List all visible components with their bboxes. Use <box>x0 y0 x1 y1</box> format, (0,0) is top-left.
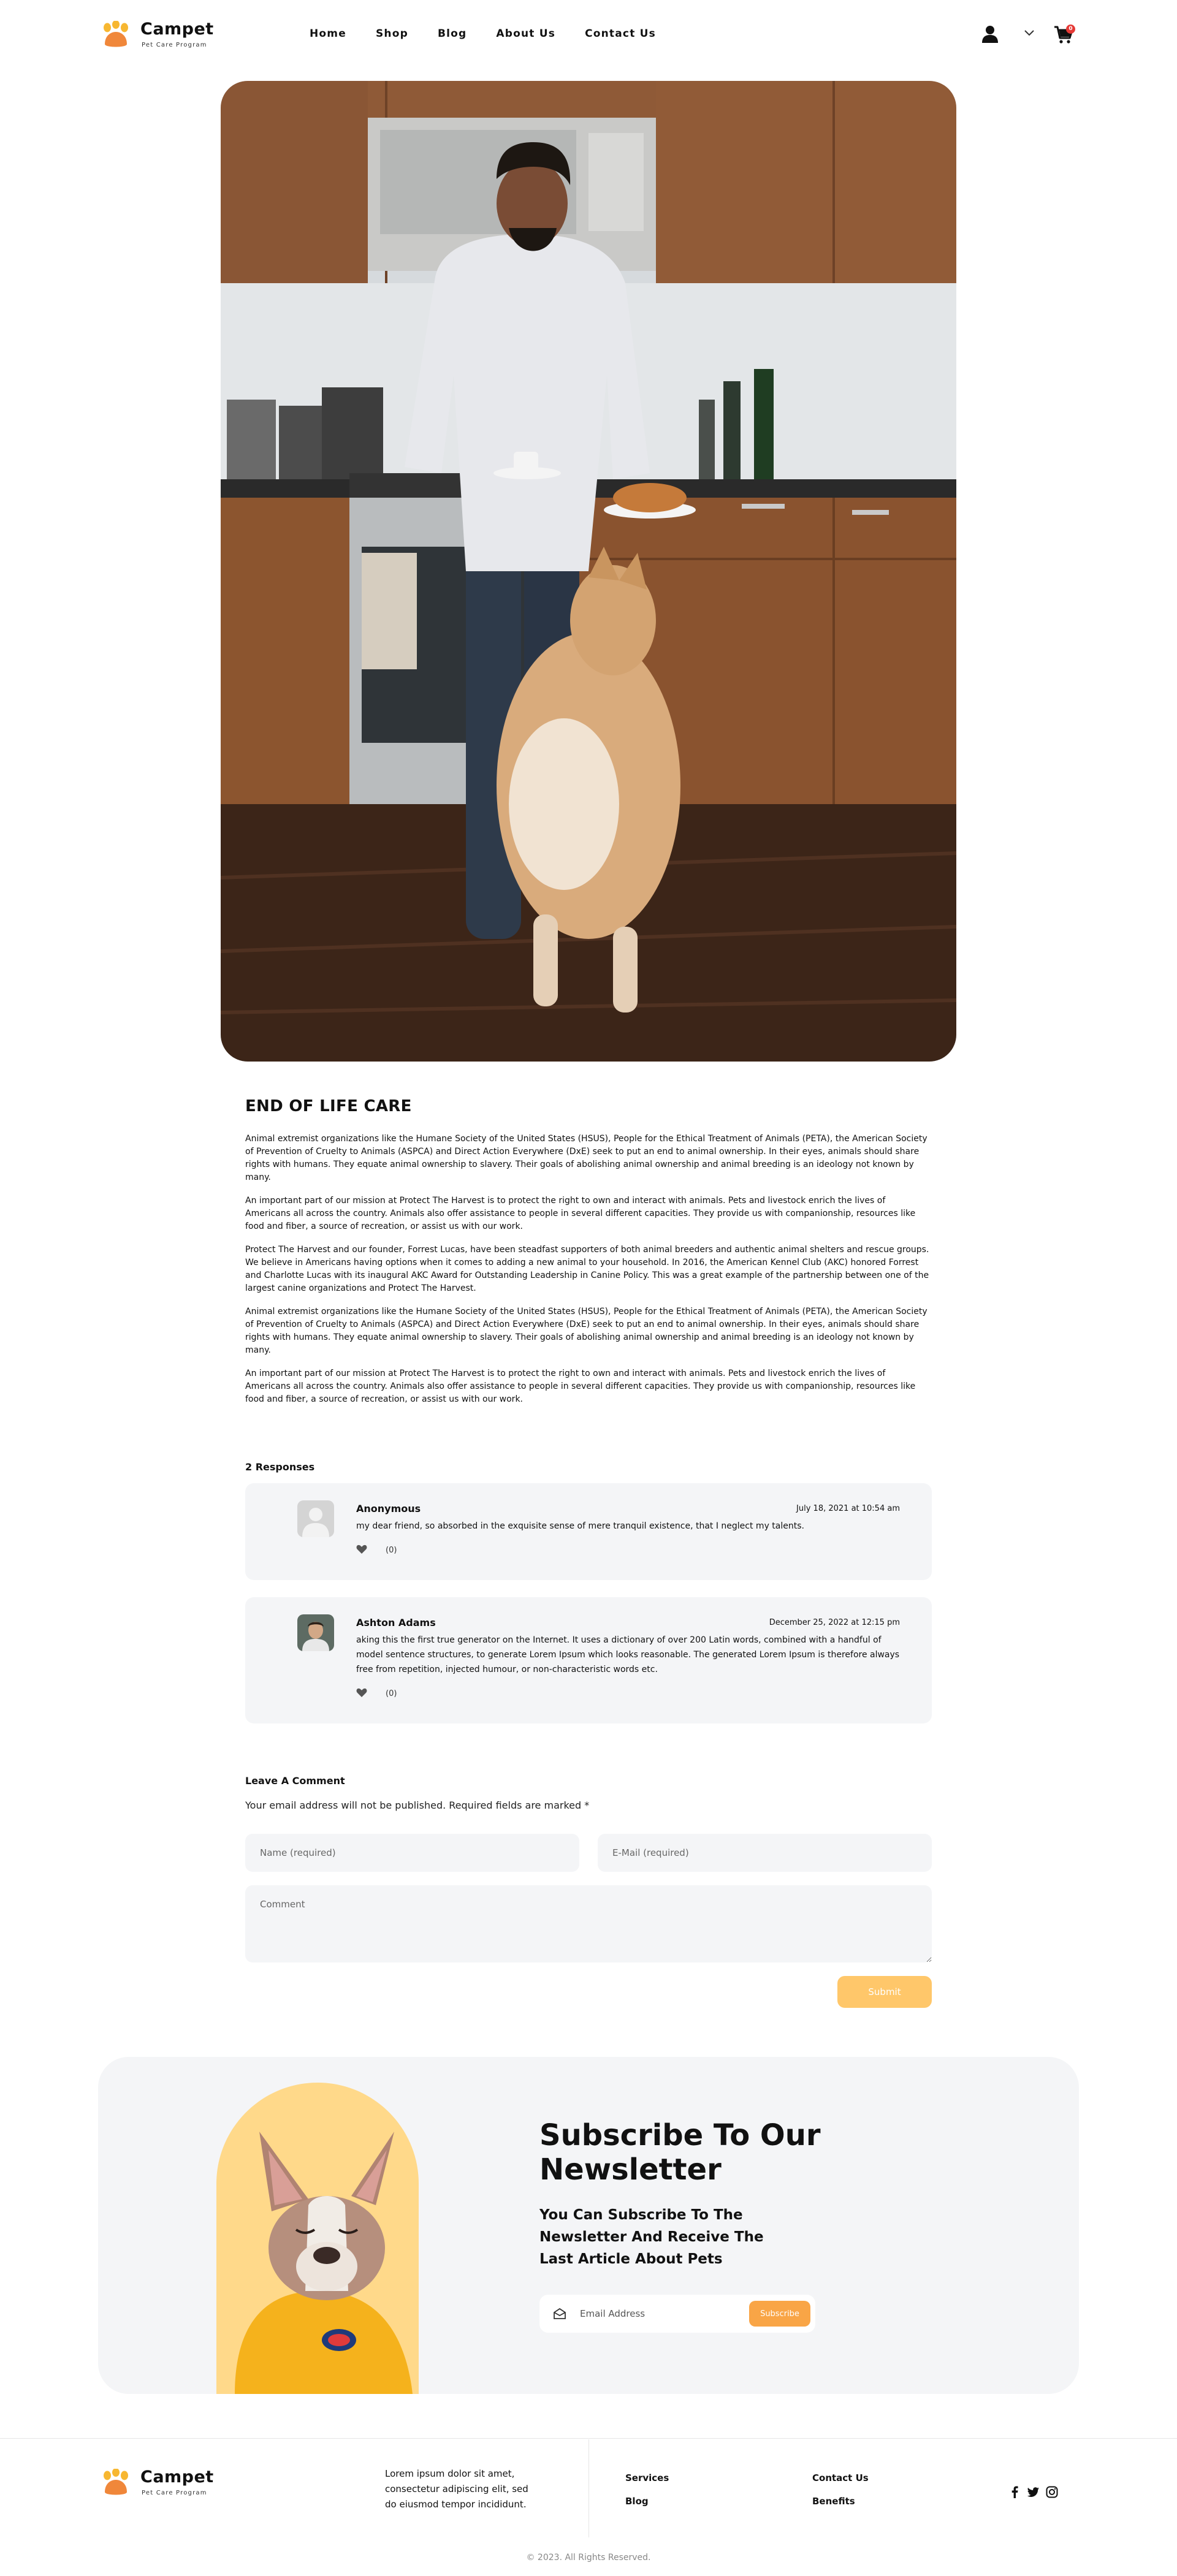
newsletter-email-input[interactable] <box>580 2303 739 2324</box>
newsletter-subtitle: You Can Subscribe To The Newsletter And Receive The Last Article About Pets <box>539 2207 764 2267</box>
responses-title: 2 Responses <box>245 1461 315 1473</box>
comment-textarea[interactable] <box>245 1885 932 1962</box>
heart-icon[interactable] <box>356 1688 367 1698</box>
main-nav <box>310 28 685 40</box>
comment-card <box>245 1483 932 1580</box>
comment-text: aking this the first true generator on the Internet. It uses a dictionary of over 200 Latin words, combined with a handful of model sentence structures, to generate Lorem Ipsum which looks reasonable. The generated Lorem Ipsum is therefore always free from repetition, injected humour, or non-characteristic words etc. <box>356 1635 900 1674</box>
brand-tagline: Pet Care Program <box>142 42 207 48</box>
comment-date: July 18, 2021 at 10:54 am <box>796 1504 900 1513</box>
mail-icon <box>553 2308 566 2320</box>
nav-shop[interactable]: Shop <box>375 28 408 40</box>
footer-description: Lorem ipsum dolor sit amet, consectetur adipiscing elit, sed do eiusmod tempor incididunt. <box>385 2468 528 2510</box>
kitchen-dog-illustration <box>221 81 956 1062</box>
article-paragraph: An important part of our mission at Protect The Harvest is to protect the right to own and interact with animals. Pets and livestock enrich the lives of Americans all across the country. Animals also offer assistance to people in several different capacities. They provide us with companionship, resources like food and fiber, a source of recreation, or assist us with our work. <box>245 1369 916 1404</box>
article-paragraph: Animal extremist organizations like the Humane Society of the United States (HSUS), People for the Ethical Treatment of Animals (PETA), the American Society of Prevention of Cruelty to Animals (ASPCA) and Direct Action Everywhere (DxE) seek to put an end to animal ownership. In their eyes, animals should share rights with humans. They equate animal ownership to slavery. Their goals of abolishing animal ownership and animal breeding is an ideology not known by many. <box>245 1134 928 1182</box>
heart-icon[interactable] <box>356 1544 367 1554</box>
email-input[interactable] <box>598 1834 932 1872</box>
like-control[interactable] <box>356 1688 405 1700</box>
brand-logo[interactable] <box>101 18 224 52</box>
comment-author: Anonymous <box>356 1503 421 1514</box>
nav-about-us[interactable]: About Us <box>496 28 556 40</box>
site-header <box>0 0 1177 74</box>
facebook-icon[interactable] <box>1009 2486 1021 2498</box>
article-paragraph: Animal extremist organizations like the Humane Society of the United States (HSUS), People for the Ethical Treatment of Animals (PETA), the American Society of Prevention of Cruelty to Animals (ASPCA) and Direct Action Everywhere (DxE) seek to put an end to animal ownership. In their eyes, animals should share rights with humans. They equate animal ownership to slavery. Their goals of abolishing animal ownership and animal breeding is an ideology not known by many. <box>245 1307 928 1355</box>
newsletter-title: Subscribe To Our Newsletter <box>539 2118 821 2187</box>
comment-card <box>245 1597 932 1723</box>
name-input[interactable] <box>245 1834 579 1872</box>
comment-author: Ashton Adams <box>356 1617 436 1628</box>
comment-date: December 25, 2022 at 12:15 pm <box>769 1618 900 1627</box>
nav-home[interactable]: Home <box>310 28 346 40</box>
nav-blog[interactable]: Blog <box>437 28 467 40</box>
header-actions <box>981 22 1079 47</box>
paw-icon <box>101 2469 131 2496</box>
copyright: © 2023. All Rights Reserved. <box>526 2553 651 2563</box>
footer-link-services[interactable]: Services <box>625 2472 669 2483</box>
footer-link-blog[interactable]: Blog <box>625 2496 649 2507</box>
submit-button[interactable]: Submit <box>837 1976 932 2008</box>
footer-brand-tagline: Pet Care Program <box>142 2490 207 2496</box>
article-title: END OF LIFE CARE <box>245 1097 412 1115</box>
footer-vertical-divider <box>588 2439 589 2537</box>
comment-form-title: Leave A Comment <box>245 1775 345 1787</box>
like-control[interactable] <box>356 1544 405 1557</box>
article-paragraph: An important part of our mission at Protect The Harvest is to protect the right to own and interact with animals. Pets and livestock enrich the lives of Americans all across the country. Animals also offer assistance to people in several different capacities. They provide us with companionship, resources like food and fiber, a source of recreation, or assist us with our work. <box>245 1196 916 1231</box>
twitter-icon[interactable] <box>1027 2486 1040 2498</box>
chevron-down-icon[interactable] <box>1024 28 1035 38</box>
instagram-icon[interactable] <box>1046 2486 1058 2498</box>
avatar <box>297 1500 334 1537</box>
user-icon[interactable] <box>981 25 999 43</box>
nav-contact-us[interactable]: Contact Us <box>585 28 656 40</box>
article-paragraph: Protect The Harvest and our founder, Forrest Lucas, have been steadfast supporters of both animal breeders and authentic animal shelters and rescue groups. We believe in Americans having options when it comes to adding a new animal to your household. In 2016, the American Kennel Club (AKC) honored Forrest and Charlotte Lucas with its inaugural AKC Award for Outstanding Leadership in Canine Policy. This was a great example of the partnership between one of the largest canine organizations and Protect The Harvest. <box>245 1245 929 1293</box>
like-count: (0) <box>386 1546 397 1555</box>
paw-icon <box>101 21 131 48</box>
newsletter-section <box>98 2057 1079 2394</box>
footer-logo[interactable] <box>101 2466 224 2500</box>
avatar <box>297 1614 334 1651</box>
footer-brand-name: Campet <box>140 2468 214 2487</box>
newsletter-form <box>539 2295 815 2333</box>
comment-form-note: Your email address will not be published. Required fields are marked * <box>245 1799 590 1811</box>
cart-count-badge: 0 <box>1066 25 1075 34</box>
footer-divider <box>0 2438 1177 2439</box>
footer-link-contact-us[interactable]: Contact Us <box>812 2472 869 2483</box>
footer-link-benefits[interactable]: Benefits <box>812 2496 855 2507</box>
subscribe-button[interactable]: Subscribe <box>749 2301 810 2327</box>
bulldog-illustration <box>216 2083 419 2394</box>
like-count: (0) <box>386 1689 397 1698</box>
brand-name: Campet <box>140 20 214 39</box>
article-body <box>245 1097 932 1416</box>
comment-text: my dear friend, so absorbed in the exquisite sense of mere tranquil existence, that I neglect my talents. <box>356 1521 804 1531</box>
hero-image <box>221 81 956 1062</box>
